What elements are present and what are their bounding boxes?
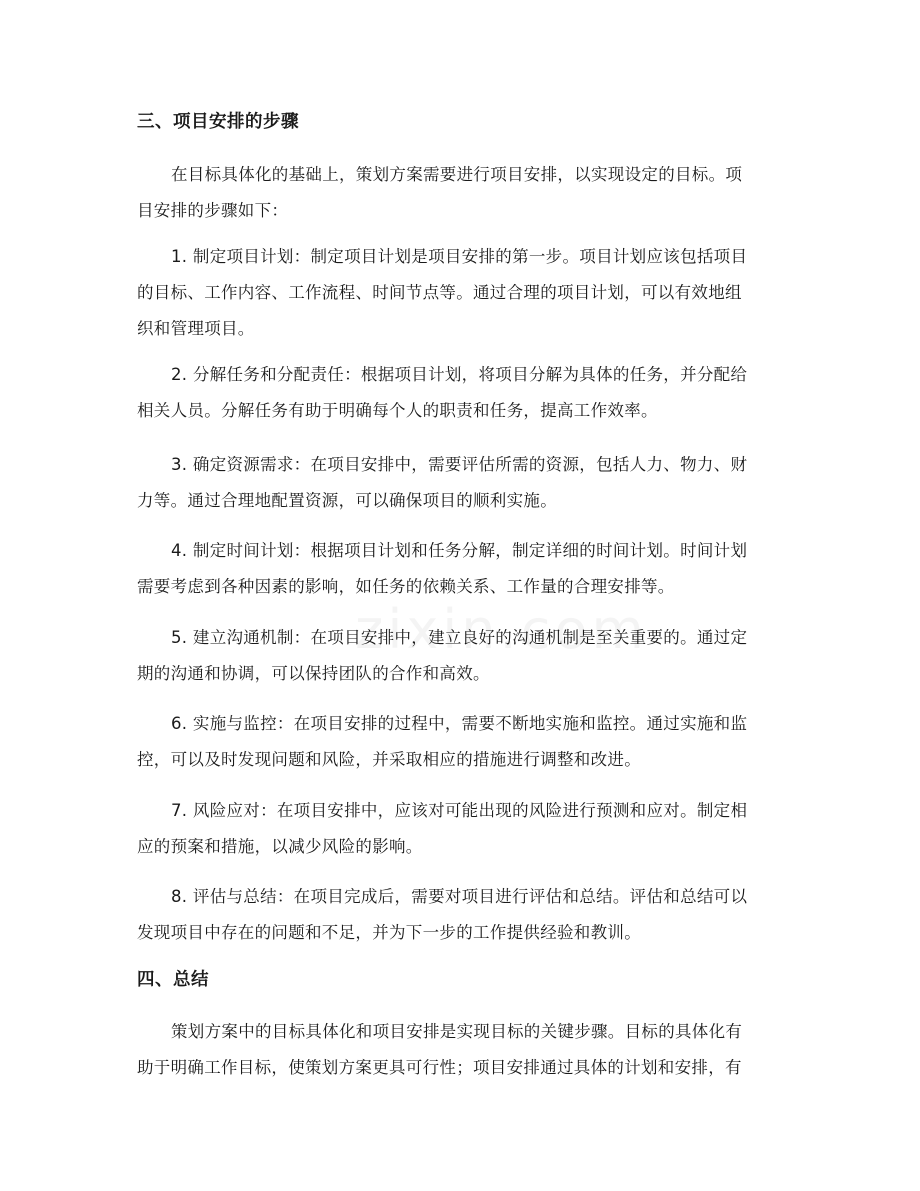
text-line: 发现项目中存在的问题和不足，并为下一步的工作提供经验和教训。 xyxy=(137,923,641,942)
step-8-paragraph xyxy=(137,879,785,951)
text-line: 的目标、工作内容、工作流程、时间节点等。通过合理的项目计划，可以有效地组 xyxy=(137,283,742,302)
text-line: 需要考虑到各种因素的影响，如任务的依赖关系、工作量的合理安排等。 xyxy=(137,577,675,596)
text-line: 相关人员。分解任务有助于明确每个人的职责和任务，提高工作效率。 xyxy=(137,401,658,420)
step-7-paragraph xyxy=(137,793,785,865)
step-1-paragraph xyxy=(137,239,785,347)
text-line: 应的预案和措施，以减少风险的影响。 xyxy=(137,837,423,856)
text-line: 力等。通过合理地配置资源，可以确保项目的顺利实施。 xyxy=(137,491,557,510)
step-3-paragraph xyxy=(137,447,785,519)
section-3-intro-paragraph xyxy=(137,157,785,229)
step-6-paragraph xyxy=(137,706,785,778)
text-line: 目安排的步骤如下： xyxy=(137,201,289,220)
text-line: 在目标具体化的基础上，策划方案需要进行项目安排，以实现设定的目标。项 xyxy=(171,165,743,184)
text-line: 6. 实施与监控：在项目安排的过程中，需要不断地实施和监控。通过实施和监 xyxy=(171,714,748,733)
text-line: 控，可以及时发现问题和风险，并采取相应的措施进行调整和改进。 xyxy=(137,750,641,769)
text-line: 策划方案中的目标具体化和项目安排是实现目标的关键步骤。目标的具体化有 xyxy=(171,1022,743,1041)
section-heading-3: 三、项目安排的步骤 xyxy=(137,112,299,132)
text-line: 2. 分解任务和分配责任：根据项目计划，将项目分解为具体的任务，并分配给 xyxy=(171,365,748,384)
text-line: 4. 制定时间计划：根据项目计划和任务分解，制定详细的时间计划。时间计划 xyxy=(171,541,748,560)
text-line: 8. 评估与总结：在项目完成后，需要对项目进行评估和总结。评估和总结可以 xyxy=(171,887,748,906)
text-line: 7. 风险应对：在项目安排中，应该对可能出现的风险进行预测和应对。制定相 xyxy=(171,801,748,820)
step-5-paragraph xyxy=(137,620,785,692)
text-line: 助于明确工作目标，使策划方案更具可行性；项目安排通过具体的计划和安排，有 xyxy=(137,1058,742,1077)
section-heading-4: 四、总结 xyxy=(137,970,209,990)
step-4-paragraph xyxy=(137,533,785,605)
step-2-paragraph xyxy=(137,357,785,429)
text-line: 5. 建立沟通机制：在项目安排中，建立良好的沟通机制是至关重要的。通过定 xyxy=(171,628,748,647)
text-line: 1. 制定项目计划：制定项目计划是项目安排的第一步。项目计划应该包括项目 xyxy=(171,247,748,266)
text-line: 织和管理项目。 xyxy=(137,319,255,338)
text-line: 期的沟通和协调，可以保持团队的合作和高效。 xyxy=(137,664,490,683)
summary-paragraph xyxy=(137,1014,785,1086)
text-line: 3. 确定资源需求：在项目安排中，需要评估所需的资源，包括人力、物力、财 xyxy=(171,455,748,474)
